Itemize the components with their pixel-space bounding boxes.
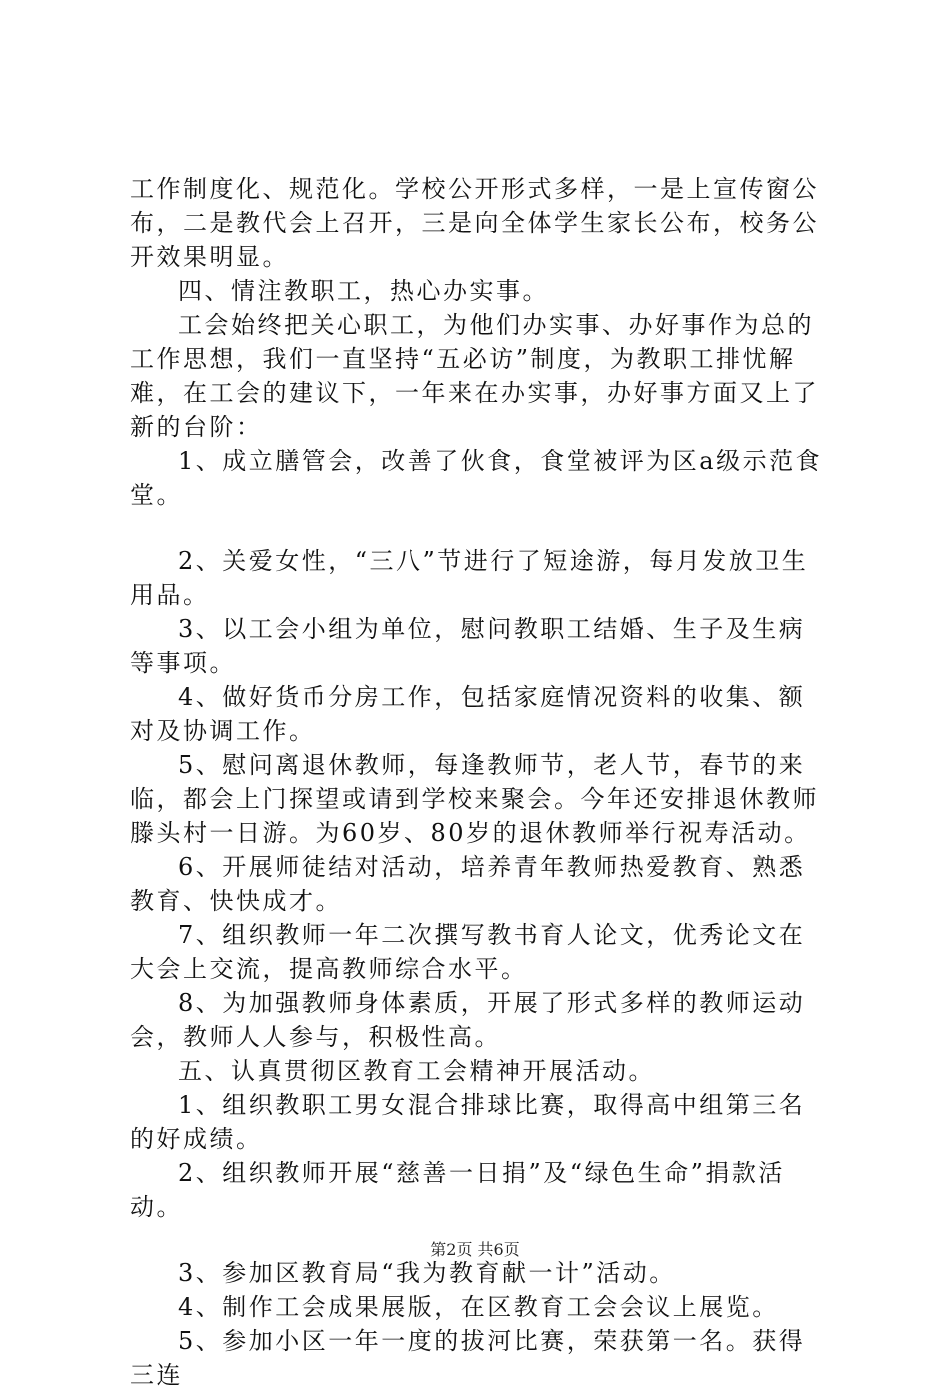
list-item: 5、慰问离退休教师，每逢教师节，老人节，春节的来临，都会上门探望或请到学校来聚会。今年还安排退休教师滕头村一日游。为60岁、80岁的退休教师举行祝寿活动。 — [130, 751, 819, 847]
page-number-label: 第2页 共6页 — [430, 1240, 520, 1259]
list-item: 6、开展师徒结对活动，培养青年教师热爱教育、熟悉教育、快快成才。 — [130, 853, 806, 915]
list-item: 3、参加区教育局“我为教育献一计”活动。 — [178, 1259, 676, 1287]
list-item: 7、组织教师一年二次撰写教书育人论文，优秀论文在大会上交流，提高教师综合水平。 — [130, 921, 806, 983]
list-item: 5、参加小区一年一度的拔河比赛，荣获第一名。获得三连 — [130, 1327, 806, 1389]
list-item: 2、组织教师开展“慈善一日捐”及“绿色生命”捐款活动。 — [130, 1159, 785, 1221]
list-item: 1、组织教职工男女混合排球比赛，取得高中组第三名的好成绩。 — [130, 1091, 806, 1153]
list-item: 3、以工会小组为单位，慰问教职工结婚、生子及生病等事项。 — [130, 615, 806, 677]
paragraph-intro: 工会始终把关心职工，为他们办实事、办好事作为总的工作思想，我们一直坚持“五必访”制度，为教职工排忧解难，在工会的建议下，一年来在办实事，办好事方面又上了新的台阶： — [130, 311, 819, 441]
section-heading-5: 五、认真贯彻区教育工会精神开展活动。 — [178, 1057, 655, 1085]
document-body — [130, 172, 830, 1392]
list-item: 8、为加强教师身体素质，开展了形式多样的教师运动会，教师人人参与，积极性高。 — [130, 989, 806, 1051]
list-item: 4、做好货币分房工作，包括家庭情况资料的收集、额对及协调工作。 — [130, 683, 806, 745]
list-item: 4、制作工会成果展版，在区教育工会会议上展览。 — [178, 1293, 779, 1321]
paragraph-continuation: 工作制度化、规范化。学校公开形式多样，一是上宣传窗公布，二是教代会上召开，三是向全体学生家长公布，校务公开效果明显。 — [130, 175, 819, 271]
list-item: 2、关爱女性，“三八”节进行了短途游，每月发放卫生用品。 — [130, 547, 809, 609]
list-item: 1、成立膳管会，改善了伙食，食堂被评为区a级示范食堂。 — [130, 447, 823, 509]
section-heading-4: 四、情注教职工，热心办实事。 — [178, 277, 549, 305]
page-footer — [0, 1240, 950, 1260]
